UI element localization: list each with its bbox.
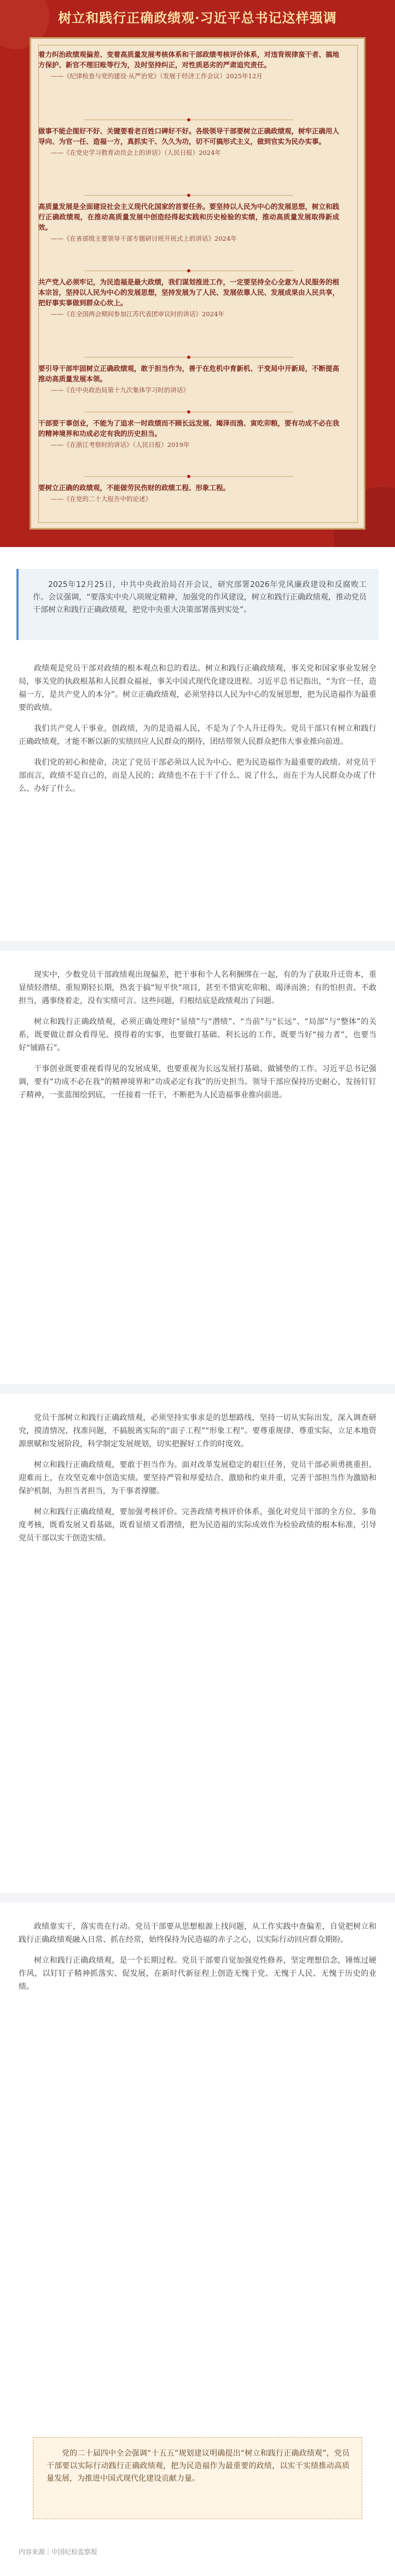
intro-box xyxy=(16,569,379,640)
closing-text: 党的二十届四中全会强调“十五五”规划建议明确提出“树立和践行正确政绩观”，党员干部要以实际行动践行正确政绩观，把为民造福作为最重要的政绩，以实干实绩推动高质量发展，为推进中国式现代化建设贡献力量。 xyxy=(47,2449,350,2483)
quote-item xyxy=(38,49,339,82)
article-section xyxy=(19,1920,376,2001)
quote-item xyxy=(38,277,339,319)
paragraph: 树立和践行正确政绩观，必须正确处理好“显绩”与“潜绩”、“当前”与“长远”、“局部”与“整体”的关系，既要做让群众看得见、摸得着的实事，也要做打基础、利长远的工作，既要当好“接力者”，也要当好“铺路石”。 xyxy=(19,1017,376,1053)
section-divider xyxy=(0,1384,395,1394)
paragraph: 树立和践行正确政绩观，要敢于担当作为。面对改革发展稳定的艰巨任务，党员干部必须勇挑重担、迎难而上，在攻坚克难中创造实绩。要坚持严管和厚爱结合、激励和约束并重，完善干部担当作为激励和保护机制，为担当者担当，为干事者撑腰。 xyxy=(19,1461,376,1496)
quote-text: 着力纠治政绩观偏差、变着高质量发展考核体系和干部政绩考核评价体系，对违背规律蛮干者、搞地方保护、新官不理旧账等行为，及时坚持纠正，对性质恶劣的严肃追究责任。 xyxy=(38,50,340,69)
quote-source: ——《在党的二十大报告中的论述》 xyxy=(51,495,152,503)
hero-banner xyxy=(0,0,395,547)
quote-text: 要引导干部牢固树立正确政绩观，敢于担当作为，善于在危机中育新机、于变局中开新局，不断提高推动高质量发展本领。 xyxy=(38,364,340,383)
quote-text: 共产党人必须牢记，为民造福是最大政绩，我们谋划推进工作，一定要坚持全心全意为人民服务的根本宗旨，坚持以人民为中心的发展思想，坚持发展为了人民、发展依靠人民、发展成果由人民共享，把好事实事做到群众心坎上。 xyxy=(38,278,340,307)
paragraph: 党员干部树立和践行正确政绩观，必须坚持实事求是的思想路线，坚持一切从实际出发，深入调查研究，摸清情况、找准问题，不搞脱离实际的“面子工程”“形象工程”。要尊重规律、尊重实际，立足本地资源禀赋和发展阶段，科学制定发展规划，切实把握好工作的时度效。 xyxy=(19,1414,376,1449)
quote-source: ——《在省部级主要领导干部专题研讨班开班式上的讲话》2024年 xyxy=(51,235,237,242)
quote-item xyxy=(38,363,339,396)
quote-source: ——《在浙江考察时的讲话》（人民日报）2019年 xyxy=(51,441,190,449)
quote-item xyxy=(38,126,339,158)
paragraph: 现实中，少数党员干部政绩观出现偏差，把干事和个人名利捆绑在一起，有的为了获取升迁资本，重显绩轻潜绩、重短期轻长期，热衷于搞“短平快”项目，甚至不惜寅吃卯粮、竭泽而渔；有的怕担责、不敢担当，遇事绕着走，没有实绩可言。这些问题，归根结底是政绩观出了问题。 xyxy=(19,970,376,1005)
section-divider xyxy=(0,941,395,951)
source-footer: 内容来源｜中国纪检监察报 xyxy=(19,2548,98,2556)
banner-title: 树立和践行正确政绩观·习近平总书记这样强调 xyxy=(58,10,337,26)
paragraph: 树立和践行正确政绩观，是一个长期过程。党员干部要自觉加强党性修养，坚定理想信念，锤炼过硬作风，以钉钉子精神抓落实、促发展，在新时代新征程上创造无愧于党、无愧于人民、无愧于历史的业绩。 xyxy=(19,1956,376,1991)
quote-source: ——《在中央政治局第十九次集体学习时的讲话》 xyxy=(51,386,189,394)
quote-panel xyxy=(30,37,365,530)
article-section xyxy=(19,968,376,1109)
intro-text: 2025年12月25日，中共中央政治局召开会议，研究部署2026年党风廉政建设和反腐败工作。会议强调，“要落实中央八项规定精神，加强党的作风建设，树立和践行正确政绩观，推动党员干部树立和践行正确政绩观，把党中央重大决策部署落到实处”。 xyxy=(33,580,367,614)
quote-item xyxy=(38,201,339,244)
quote-item xyxy=(38,482,339,504)
quote-text: 做事不能企图好不好、关键要看老百姓口碑好不好。各级领导干部要树立正确政绩观，树牢正确用人导向、为官一任、造福一方，真抓实干、久久为功，切不可搞形式主义，做到官实为民办实事。 xyxy=(38,127,340,146)
quote-text: 干部要干事创业，不能为了追求一时政绩而不顾长远发展、竭泽而渔、寅吃卯粮，要有功成不必在我的精神境界和功成必定有我的历史担当。 xyxy=(38,419,340,438)
quote-text: 高质量发展是全面建设社会主义现代化国家的首要任务。要坚持以人民为中心的发展思想，树立和践行正确政绩观，在推动高质量发展中创造经得起实践和历史检验的实绩，推动高质量发展取得新成效。 xyxy=(38,202,340,231)
paragraph: 干事创业既要重视看得见的发展成果，也要重视为长远发展打基础、做铺垫的工作。习近平总书记强调，要有“功成不必在我”的精神境界和“功成必定有我”的历史担当。领导干部应保持历史耐心，发扬钉钉子精神，一张蓝图绘到底，一任接着一任干，不断把为人民造福事业推向前进。 xyxy=(19,1065,376,1100)
article-section xyxy=(19,1411,376,1552)
quote-text: 要树立正确的政绩观，不能做劳民伤财的政绩工程、形象工程。 xyxy=(38,484,230,492)
paragraph: 我们党的初心和使命，决定了党员干部必须以人民为中心、把为民造福作为最重要的政绩。对党员干部而言，政绩不是自己的，而是人民的；政绩也不在于干了什么、说了什么，而在于为人民群众办成了什么、办好了什么。 xyxy=(19,758,376,793)
paragraph: 政绩靠实干，落实贵在行动。党员干部要从思想根源上找问题，从工作实践中查偏差，自觉把树立和践行正确政绩观融入日常、抓在经常，始终保持为民造福的赤子之心，以实际行动回应群众期盼。 xyxy=(19,1922,376,1944)
paragraph: 树立和践行正确政绩观，要加强考核评价。完善政绩考核评价体系，强化对党员干部的全方位、多角度考核，既看发展又看基础，既看显绩又看潜绩，把为民造福的实际成效作为检验政绩的根本标准，引导党员干部以实干创造实绩。 xyxy=(19,1508,376,1543)
ornament-divider xyxy=(84,354,293,360)
section-divider xyxy=(0,1893,395,1903)
ornament-divider xyxy=(84,474,293,479)
ornament-divider xyxy=(84,268,293,274)
article-section xyxy=(19,662,376,803)
ornament-divider xyxy=(84,409,293,415)
ornament-divider xyxy=(84,193,293,198)
closing-box xyxy=(33,2437,362,2519)
quote-item xyxy=(38,418,339,450)
quote-source: ——《在党史学习教育动员会上的讲话》（人民日报）2024年 xyxy=(51,149,222,156)
quote-source: ——《纪律检查与党的建设·从严治党》（发展于经济工作会议）2025年12月 xyxy=(51,72,263,80)
quote-source: ——《在全国两会期间参加江苏代表团审议时的讲话》2024年 xyxy=(51,310,224,318)
ornament-divider xyxy=(84,117,293,123)
paragraph: 政绩观是党员干部对政绩的根本观点和总的看法。树立和践行正确政绩观，事关党和国家事业发展全局，事关党的执政根基和人民群众福祉，事关中国式现代化建设进程。习近平总书记指出，“为官一任，造福一方，是共产党人的本分”。树立正确政绩观，必须坚持以人民为中心的发展思想，把为民造福作为最重要的政绩。 xyxy=(19,664,376,712)
paragraph: 我们共产党人干事业，创政绩，为的是造福人民，不是为了个人升迁得失。党员干部只有树立和践行正确政绩观，才能不断以新的实绩回应人民群众的期待，团结带领人民群众把伟大事业推向前进。 xyxy=(19,724,376,746)
